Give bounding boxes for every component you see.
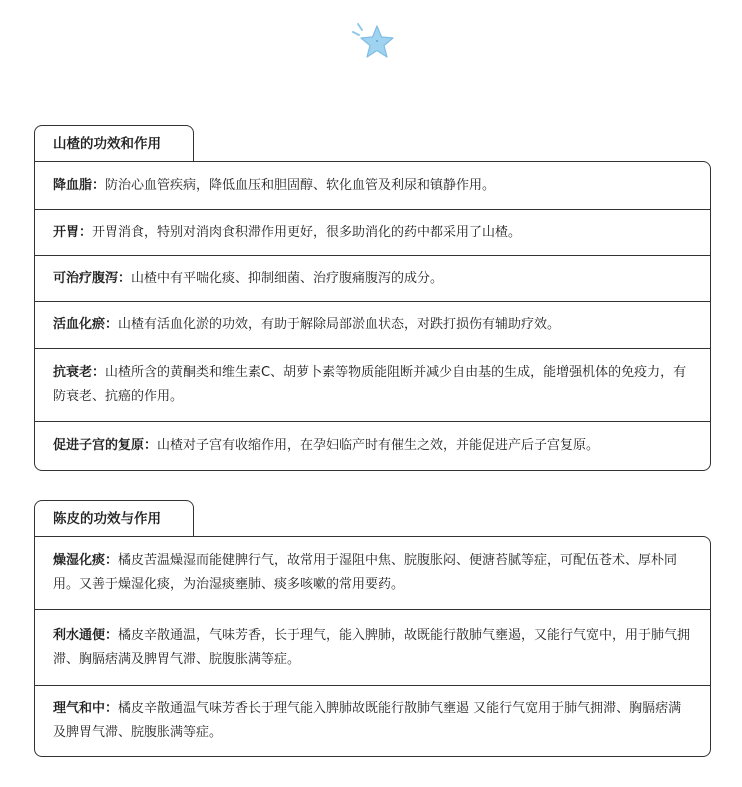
item-text: 防治心血管疾病，降低血压和胆固醇、软化血管及利尿和镇静作用。 [105, 177, 496, 193]
list-item [35, 349, 710, 422]
item-text: 橘皮辛散通温，气味芳香，长于理气，能入脾肺，故既能行散肺气壅遏，又能行气宽中，用于肺气拥滞、胸膈痞满及脾胃气滞、脘腹胀满等症。 [53, 627, 691, 667]
list-item [35, 686, 710, 756]
item-label: 燥湿化痰： [53, 553, 119, 568]
section-hawthorn [34, 125, 711, 471]
item-label: 理气和中： [53, 701, 119, 716]
item-label: 开胃： [53, 224, 93, 240]
item-label: 促进子宫的复原： [53, 438, 158, 453]
section-box [34, 536, 711, 757]
list-item [35, 537, 710, 610]
item-text: 橘皮苦温燥湿而能健脾行气，故常用于湿阻中焦、脘腹胀闷、便溏苔腻等症，可配伍苍术、厚朴同用。又善于燥湿化痰，为治湿痰壅肺、痰多咳嗽的常用要药。 [53, 553, 678, 592]
list-item [35, 256, 710, 302]
section-tangerine-peel [34, 500, 711, 757]
section-box [34, 161, 711, 471]
list-item [35, 422, 710, 470]
item-text: 山楂对子宫有收缩作用，在孕妇临产时有催生之效，并能促进产后子宫复原。 [157, 438, 600, 453]
list-item [35, 302, 710, 349]
item-label: 抗衰老： [53, 365, 106, 380]
item-text: 橘皮辛散通温气味芳香长于理气能入脾肺故既能行散肺气壅遏 又能行气宽用于肺气拥滞、胸膈痞满及脾胃气滞、脘腹胀满等症。 [53, 701, 682, 740]
section-title: 山楂的功效和作用 [34, 125, 194, 161]
list-item [35, 162, 710, 210]
item-label: 活血化瘀： [53, 317, 119, 332]
item-text: 开胃消食，特别对消肉食积滞作用更好，很多助消化的药中都采用了山楂。 [92, 224, 522, 240]
list-item [35, 210, 710, 256]
star-icon [350, 20, 396, 64]
item-label: 降血脂： [53, 177, 106, 193]
item-text: 山楂有活血化淤的功效，有助于解除局部淤血状态，对跌打损伤有辅助疗效。 [118, 317, 561, 332]
item-label: 可治疗腹泻： [53, 270, 132, 286]
item-label: 利水通便： [53, 627, 119, 643]
list-item [35, 610, 710, 686]
item-text: 山楂所含的黄酮类和维生素C、胡萝卜素等物质能阻断并减少自由基的生成，能增强机体的免疫力，有防衰老、抗癌的作用。 [53, 365, 687, 404]
item-text: 山楂中有平喘化痰、抑制细菌、治疗腹痛腹泻的成分。 [131, 270, 444, 286]
section-title: 陈皮的功效与作用 [34, 500, 194, 536]
